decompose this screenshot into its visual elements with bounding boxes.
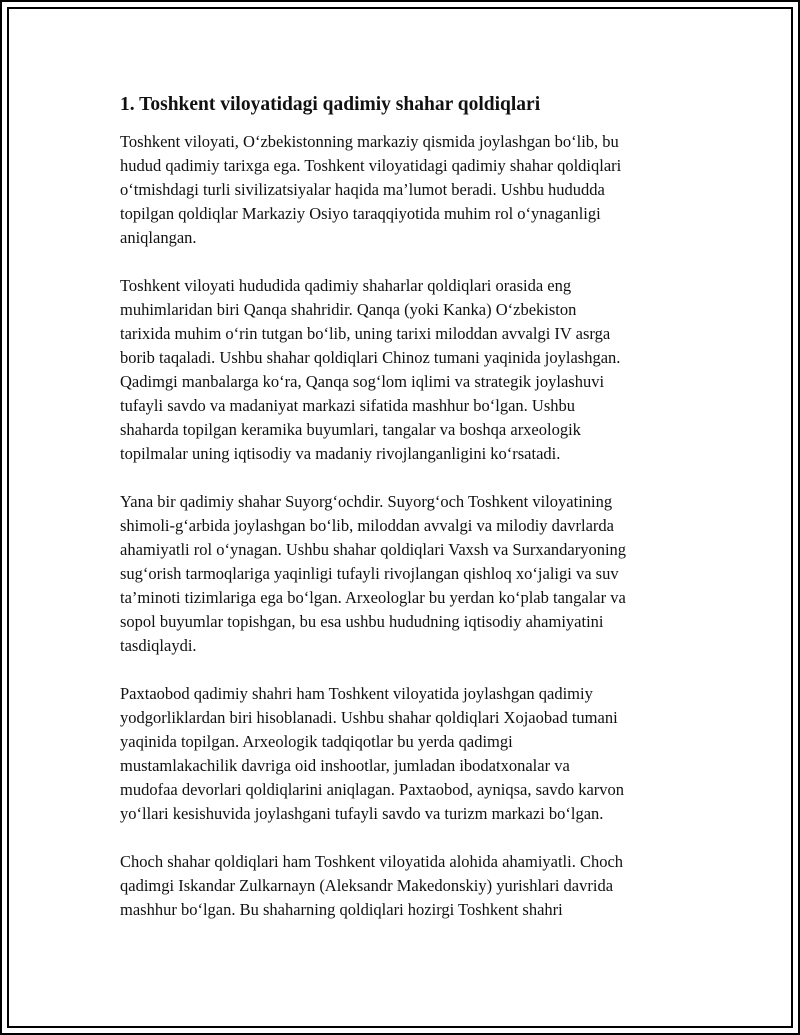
paragraph-line: yaqinida topilgan. Arxeologik tadqiqotlar bu yerda qadimgi [120,732,513,751]
paragraph-line: ahamiyatli rol o‘ynagan. Ushbu shahar qoldiqlari Vaxsh va Surxandaryoning [120,540,627,559]
document-body [120,90,700,946]
paragraph-line: tarixida muhim o‘rin tutgan bo‘lib, uning tarixi miloddan avvalgi IV asrga [120,324,611,343]
paragraph-line: yodgorliklardan biri hisoblanadi. Ushbu shahar qoldiqlari Xojaobad tumani [120,708,618,727]
paragraph-line: Choch shahar qoldiqlari ham Toshkent viloyatida alohida ahamiyatli. Choch [120,852,624,871]
paragraph-line: yo‘llari kesishuvida joylashgani tufayli savdo va turizm markazi bo‘lgan. [120,804,604,823]
paragraph-line: o‘tmishdagi turli sivilizatsiyalar haqida ma’lumot beradi. Ushbu hududda [120,180,605,199]
paragraph-line: Qadimgi manbalarga ko‘ra, Qanqa sog‘lom iqlimi va strategik joylashuvi [120,372,605,391]
paragraph-line: Toshkent viloyati, O‘zbekistonning markaziy qismida joylashgan bo‘lib, bu [120,132,619,151]
paragraph [120,130,700,250]
paragraph-line: topilgan qoldiqlar Markaziy Osiyo taraqqiyotida muhim rol o‘ynaganligi [120,204,601,223]
paragraph-line: hudud qadimiy tarixga ega. Toshkent viloyatidagi qadimiy shahar qoldiqlari [120,156,622,175]
paragraph-line: topilmalar uning iqtisodiy va madaniy rivojlanganligini ko‘rsatadi. [120,444,561,463]
paragraph [120,850,700,922]
paragraph-line: shaharda topilgan keramika buyumlari, tangalar va boshqa arxeologik [120,420,581,439]
paragraph-line: shimoli-g‘arbida joylashgan bo‘lib, miloddan avvalgi va milodiy davrlarda [120,516,614,535]
paragraph-line: mudofaa devorlari qoldiqlarini aniqlagan. Paxtaobod, ayniqsa, savdo karvon [120,780,625,799]
paragraph [120,682,700,826]
paragraph-line: tufayli savdo va madaniyat markazi sifatida mashhur bo‘lgan. Ushbu [120,396,575,415]
paragraph-line: muhimlaridan biri Qanqa shahridir. Qanqa (yoki Kanka) O‘zbekiston [120,300,577,319]
section-heading: 1. Toshkent viloyatidagi qadimiy shahar qoldiqlari [120,94,541,115]
paragraph [120,490,700,658]
paragraph-line: sopol buyumlar topishgan, bu esa ushbu hududning iqtisodiy ahamiyatini [120,612,604,631]
paragraph-line: ta’minoti tizimlariga ega bo‘lgan. Arxeologlar bu yerdan ko‘plab tangalar va [120,588,626,607]
paragraph-line: mashhur bo‘lgan. Bu shaharning qoldiqlari hozirgi Toshkent shahri [120,900,563,919]
paragraph [120,274,700,466]
paragraph-line: qadimgi Iskandar Zulkarnayn (Aleksandr Makedonskiy) yurishlari davrida [120,876,614,895]
paragraph-line: sug‘orish tarmoqlariga yaqinligi tufayli rivojlangan qishloq xo‘jaligi va suv [120,564,619,583]
paragraph-line: mustamlakachilik davriga oid inshootlar, jumladan ibodatxonalar va [120,756,570,775]
paragraph-line: tasdiqlaydi. [120,636,197,655]
paragraph-line: Yana bir qadimiy shahar Suyorg‘ochdir. Suyorg‘och Toshkent viloyatining [120,492,613,511]
paragraph-list [120,130,700,922]
paragraph-line: borib taqaladi. Ushbu shahar qoldiqlari Chinoz tumani yaqinida joylashgan. [120,348,621,367]
paragraph-line: aniqlangan. [120,228,197,247]
paragraph-line: Paxtaobod qadimiy shahri ham Toshkent viloyatida joylashgan qadimiy [120,684,593,703]
paragraph-line: Toshkent viloyati hududida qadimiy shaharlar qoldiqlari orasida eng [120,276,572,295]
